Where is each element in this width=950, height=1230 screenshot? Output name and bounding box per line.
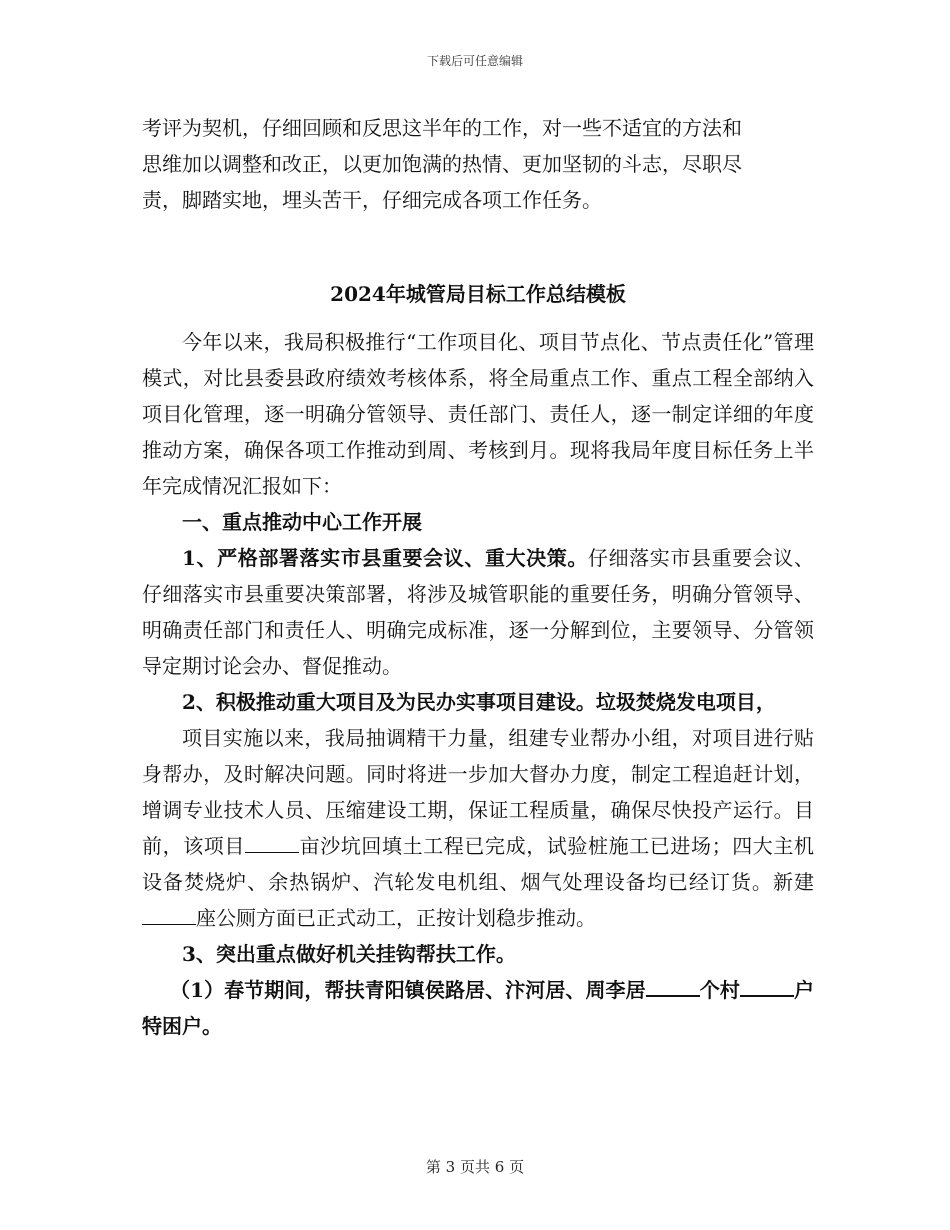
paragraph-item-2-heading [142, 684, 814, 720]
item-2-text-b: 亩沙坑回填土工程已完成，试验桩施工已进场；四大主机设备焚烧炉、余热锅炉、汽轮发电机组、烟气处理设备均已经订货。新建 [142, 834, 814, 894]
paragraph-item-3: 3、突出重点做好机关挂钩帮扶工作。 [182, 942, 516, 966]
text-line: 考评为契机，仔细回顾和反思这半年的工作，对一些不适宜的方法和 [142, 116, 742, 140]
sub-1-text-b: 个村 [699, 978, 740, 1002]
text-line: 责，脚踏实地，埋头苦干，仔细完成各项工作任务。 [142, 188, 602, 212]
section-heading-1: 一、重点推动中心工作开展 [182, 510, 422, 534]
page-header: 下载后可任意编辑 [426, 54, 523, 68]
item-2-text-a: 项目实施以来，我局抽调精干力量，组建专业帮办小组，对项目进行贴身帮办，及时解决问题。同时将进一步加大督办力度，制定工程追赶计划，增调专业技术人员、压缩建设工期，保证工程质量，确保尽快投产运行。目前，该项目 [142, 726, 814, 858]
fill-blank [740, 975, 794, 997]
intro-paragraph [142, 110, 814, 218]
page-footer: 第 3 页共 6 页 [425, 1158, 525, 1176]
sub-1-text-a: （1）春节期间，帮扶青阳镇侯路居、汴河居、周李居 [170, 978, 646, 1002]
document-title: 2024年城管局目标工作总结模板 [330, 282, 626, 306]
fill-blank [245, 832, 299, 853]
sub-1-text-c: 户特困户。 [142, 978, 815, 1038]
item-2-heading: 2、积极推动重大项目及为民办实事项目建设。垃圾焚烧发电项目， [182, 690, 776, 714]
fill-blank [646, 975, 700, 997]
paragraph-sub-item-1 [142, 972, 814, 1044]
document-body [142, 110, 814, 1044]
item-1-heading: 1、严格部署落实市县重要会议、重大决策。 [182, 546, 588, 570]
paragraph-item-1 [142, 540, 814, 684]
fill-blank [142, 904, 196, 925]
item-2-text-c: 座公厕方面已正式动工，正按计划稳步推动。 [196, 906, 596, 930]
paragraph-item-2-body [142, 720, 814, 936]
paragraph-intro-summary: 今年以来，我局积极推行“工作项目化、项目节点化、节点责任化”管理模式，对比县委县政府绩效考核体系，将全局重点工作、重点工程全部纳入项目化管理，逐一明确分管领导、责任部门、责任人，逐一制定详细的年度推动方案，确保各项工作推动到周、考核到月。现将我局年度目标任务上半年完成情况汇报如下： [142, 330, 814, 498]
text-line: 思维加以调整和改正，以更加饱满的热情、更加坚韧的斗志，尽职尽 [142, 152, 742, 176]
item-1-text: 仔细落实市县重要会议、仔细落实市县重要决策部署，将涉及城管职能的重要任务，明确分管领导、明确责任部门和责任人、明确完成标准，逐一分解到位，主要领导、分管领导定期讨论会办、督促推动。 [142, 546, 814, 678]
